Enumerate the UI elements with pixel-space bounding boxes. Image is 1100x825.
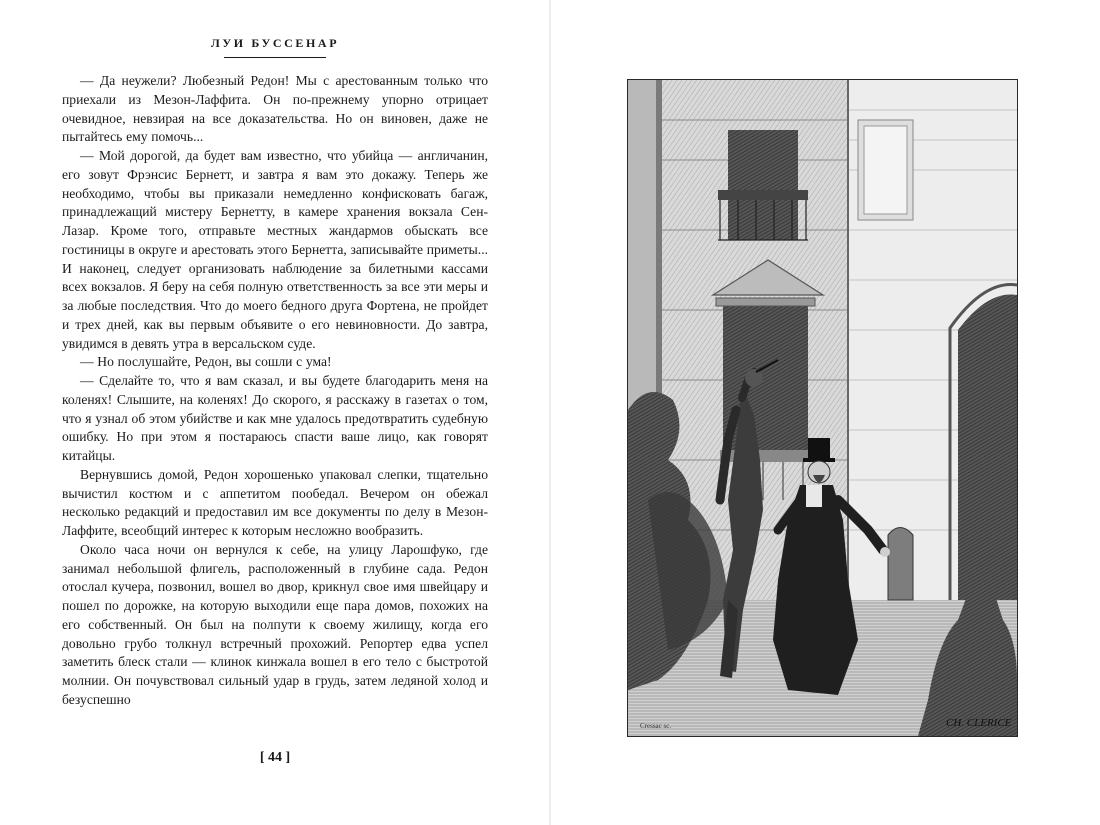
illustration-engraving bbox=[628, 80, 1017, 736]
paragraph: Около часа ночи он вернулся к себе, на улицу Ларошфуко, где занимал небольшой флигель, расположенный в глубине сада. Редон отослал кучера, позвонил, вошел во двор, крикнул свое имя швейцару и пошел по дорожке, на которую выходили еще пара домов, похожих на его собственный. Он был на полпути к своему жилищу, когда его довольно грубо толкнул встречный прохожий. Репортер едва успел заметить блеск стали — клинок кинжала вошел в его тело с быстротой молнии. Он почувствовал сильный удар в грудь, затем ледяной холод и безуспешно bbox=[62, 541, 488, 707]
illustration bbox=[627, 79, 1018, 737]
paragraph: — Сделайте то, что я вам сказал, и вы будете благодарить меня на коленях! Слышите, на коленях! До скорого, я расскажу в газетах о том, что я узнал об этом убийстве и как мне удалось предотвратить судебную ошибку. Но при этом я постараюсь спасти ваше лицо, как говорят китайцы. bbox=[62, 373, 488, 463]
illustration-engraver-mark: Cressac sc. bbox=[640, 722, 672, 730]
paragraph: — Мой дорогой, да будет вам известно, что убийца — англичанин, его зовут Фрэнсис Бернетт, и завтра я вам это докажу. Теперь же необходимо, чтобы вы приказали немедленно конфисковать багаж, принадлежащий мистеру Бернетту, в камере хранения вокзала Сен-Лазар. Кроме того, отправьте местных жандармов обыскать все гостиницы в округе и арестовать этого Бернетта, записывайте приметы... И наконец, следует организовать наблюдение за билетными кассами всех вокзалов. Я беру на себя полную ответственность за все эти меры и за любые последствия. Что до моего бедного друга Фортена, не пройдет и трех дней, как вы первым объявите о его невиновности. До завтра, увидимся в девять утра в версальском суде. bbox=[62, 148, 488, 351]
illustration-signature: CH. CLERICE bbox=[946, 717, 1012, 729]
page-number: [ 44 ] bbox=[259, 750, 291, 765]
paragraph: — Да неужели? Любезный Редон! Мы с арестованным только что приехали из Мезон-Лаффита. Он по-прежнему упорно отрицает очевидное, невзирая на все доказательства. Но он виновен, даже не пытайтесь ему помочь... bbox=[62, 73, 488, 145]
paragraph: — Но послушайте, Редон, вы сошли с ума! bbox=[80, 354, 332, 370]
text-block bbox=[62, 72, 488, 710]
paragraph: Вернувшись домой, Редон хорошенько упаковал слепки, тщательно вычистил костюм и с аппетитом пообедал. Вечером он обежал несколько редакций и предоставил им все документы по делу в Мезон-Лаффите, всеобщий интерес к которым несложно вообразить. bbox=[62, 466, 488, 538]
running-head-rule bbox=[224, 57, 326, 58]
running-head: ЛУИ БУССЕНАР bbox=[210, 36, 340, 50]
page-gutter bbox=[549, 0, 551, 825]
